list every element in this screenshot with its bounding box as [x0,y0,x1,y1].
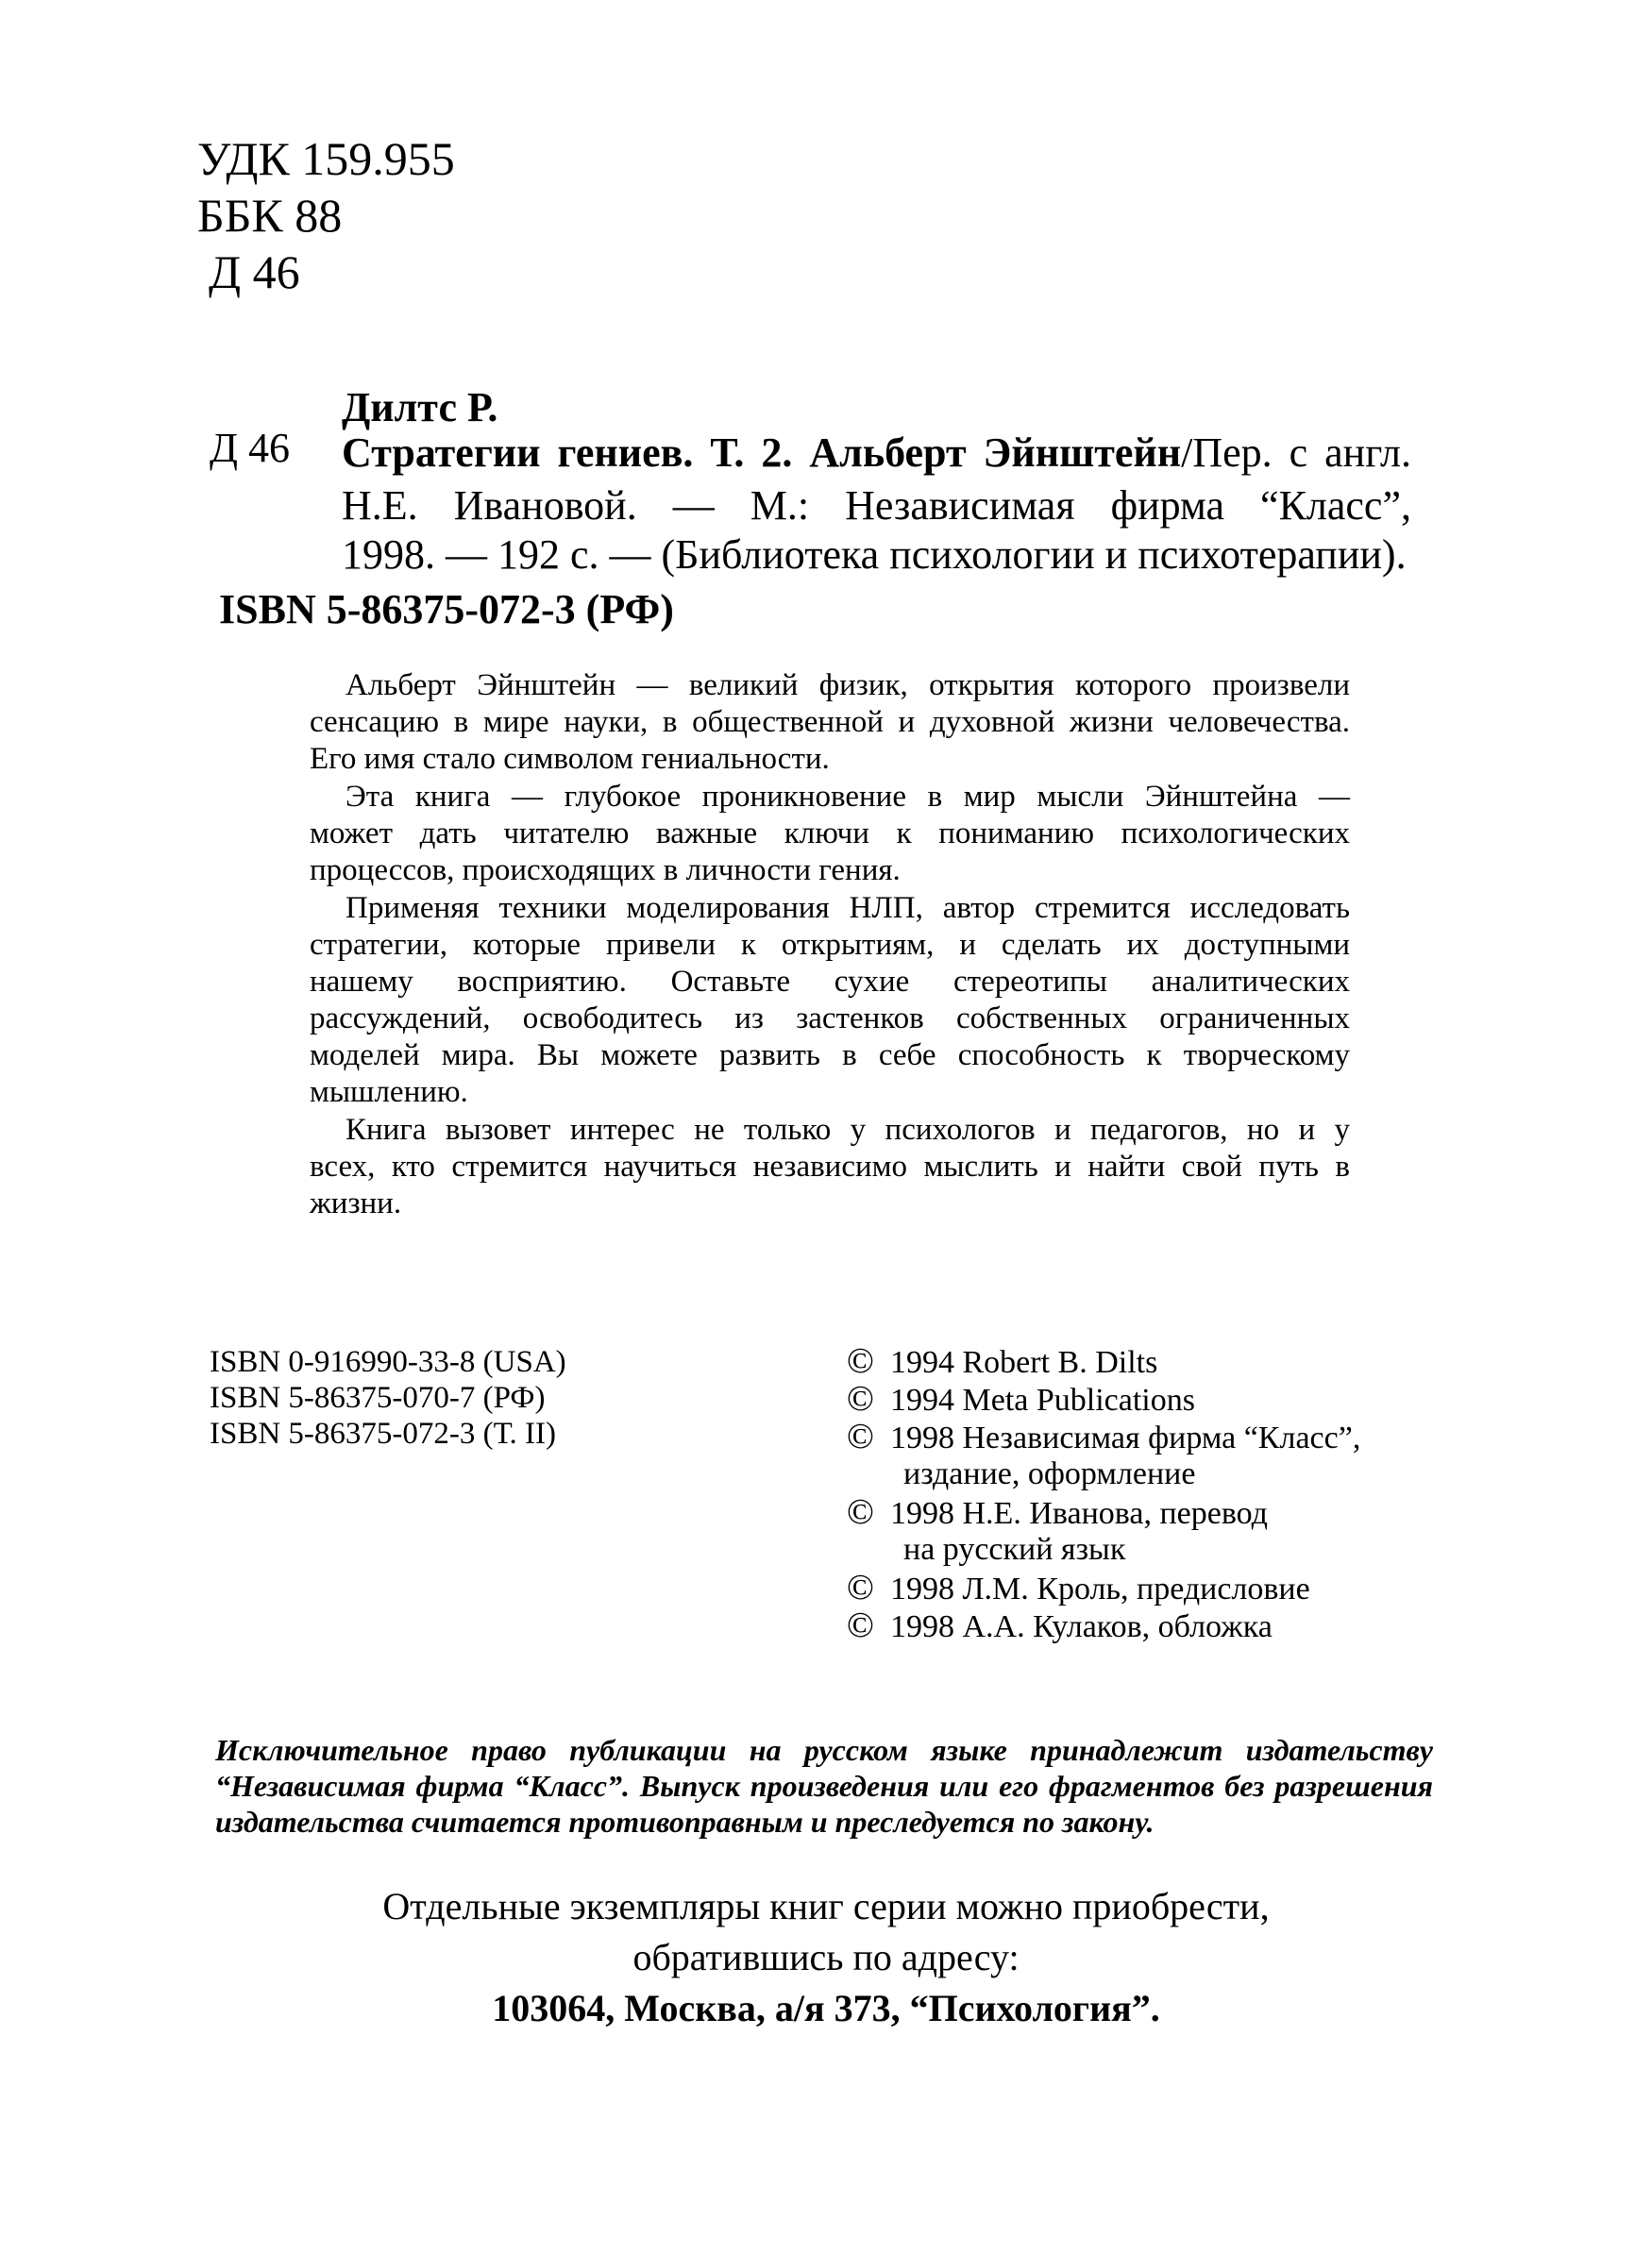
summary-paragraph-1 [310,667,1350,778]
order-line-2: обратившись по адресу: [632,1936,1020,1978]
entry-isbn: ISBN 5-86375-072-3 (РФ) [219,586,674,632]
summary-line: Его имя стало символом гениальности. [310,742,830,776]
copyright-icon: © [847,1417,874,1456]
summary-paragraph-4 [310,1112,1350,1222]
copyright-item: © 1998 Л.М. Кроль, предисловие [847,1568,1310,1607]
summary-line: процессов, происходящих в личности гения. [310,853,901,887]
copyright-icon: © [847,1492,874,1532]
summary-line: стратегии, которые привели к открытиям, и сделать их доступными [310,928,1350,962]
entry-title: Стратегии гениев. Т. 2. Альберт Эйнштейн [342,429,1182,476]
entry-publisher-line: Н.Е. Ивановой. — М.: Независимая фирма “Класс”, [342,482,1411,529]
copyright-item: © 1994 Robert B. Dilts [847,1341,1158,1381]
order-line-1: Отдельные экземпляры книг серии можно приобрести, [382,1885,1270,1927]
copyright-item-continued: издание, оформление [903,1456,1196,1491]
summary-line: рассуждений, освободитесь из застенков собственных ограниченных [310,1001,1350,1035]
summary-paragraph-2 [310,779,1350,889]
entry-series-line: 1998. — 192 с. — (Библиотека психологии и психотерапии). [342,531,1407,578]
copyright-item: © 1998 А.А. Кулаков, обложка [847,1606,1273,1645]
isbn-volume: ISBN 5-86375-072-3 (Т. II) [210,1417,556,1451]
summary-line: нашему восприятию. Оставьте сухие стереотипы аналитических [310,965,1350,999]
copyright-item: © 1998 Н.Е. Иванова, перевод [847,1492,1268,1532]
author-mark: Д 46 [209,245,300,298]
summary-line: Применяя техники моделирования НЛП, автор стремится исследовать [346,891,1350,925]
notice-line: издательства считается противоправным и преследуется по закону. [215,1805,1155,1839]
summary-line: Книга вызовет интерес не только у психологов и педагогов, но и у [346,1113,1350,1147]
summary-paragraph-3 [310,890,1350,1111]
udk-code: УДК 159.955 [197,132,455,185]
notice-line: Исключительное право публикации на русском языке принадлежит издательству [215,1733,1433,1767]
summary-line: Эта книга — глубокое проникновение в мир мысли Эйнштейна — [346,780,1350,814]
summary-line: сенсацию в мире науки, в общественной и духовной жизни человечества. [310,705,1350,739]
isbn-list [210,1344,566,1452]
copyright-item-continued: на русский язык [903,1532,1126,1567]
bbk-code: ББК 88 [197,189,343,242]
entry-author-mark: Д 46 [210,425,291,471]
copyright-icon: © [847,1568,874,1607]
summary-line: жизни. [310,1186,402,1220]
summary-line: моделей мира. Вы можете развить в себе способность к творческому [310,1038,1350,1072]
isbn-usa: ISBN 0-916990-33-8 (USA) [210,1345,566,1379]
copyright-icon: © [847,1341,874,1381]
copyright-list [847,1342,1360,1644]
copyright-icon: © [847,1379,874,1419]
summary-line: Альберт Эйнштейн — великий физик, открытия которого произвели [346,668,1350,702]
summary-line: может дать читателю важные ключи к пониманию психологических [310,816,1350,850]
entry-translation: /Пер. с англ. [1181,429,1411,476]
copyright-item: © 1998 Независимая фирма “Класс”, [847,1417,1361,1456]
order-address: 103064, Москва, а/я 373, “Психология”. [492,1987,1160,2029]
notice-line: “Независимая фирма “Класс”. Выпуск произведения или его фрагментов без разрешения [215,1769,1433,1803]
entry-author: Дилтс Р. [342,384,498,430]
summary-line: мышлению. [310,1075,468,1109]
rights-notice [215,1732,1433,1840]
summary-line: всех, кто стремится научиться независимо мыслить и найти свой путь в [310,1150,1350,1184]
copyright-icon: © [847,1606,874,1645]
copyright-item: © 1994 Meta Publications [847,1379,1195,1419]
isbn-rf: ISBN 5-86375-070-7 (РФ) [210,1381,546,1415]
entry-title-line [342,427,1411,479]
